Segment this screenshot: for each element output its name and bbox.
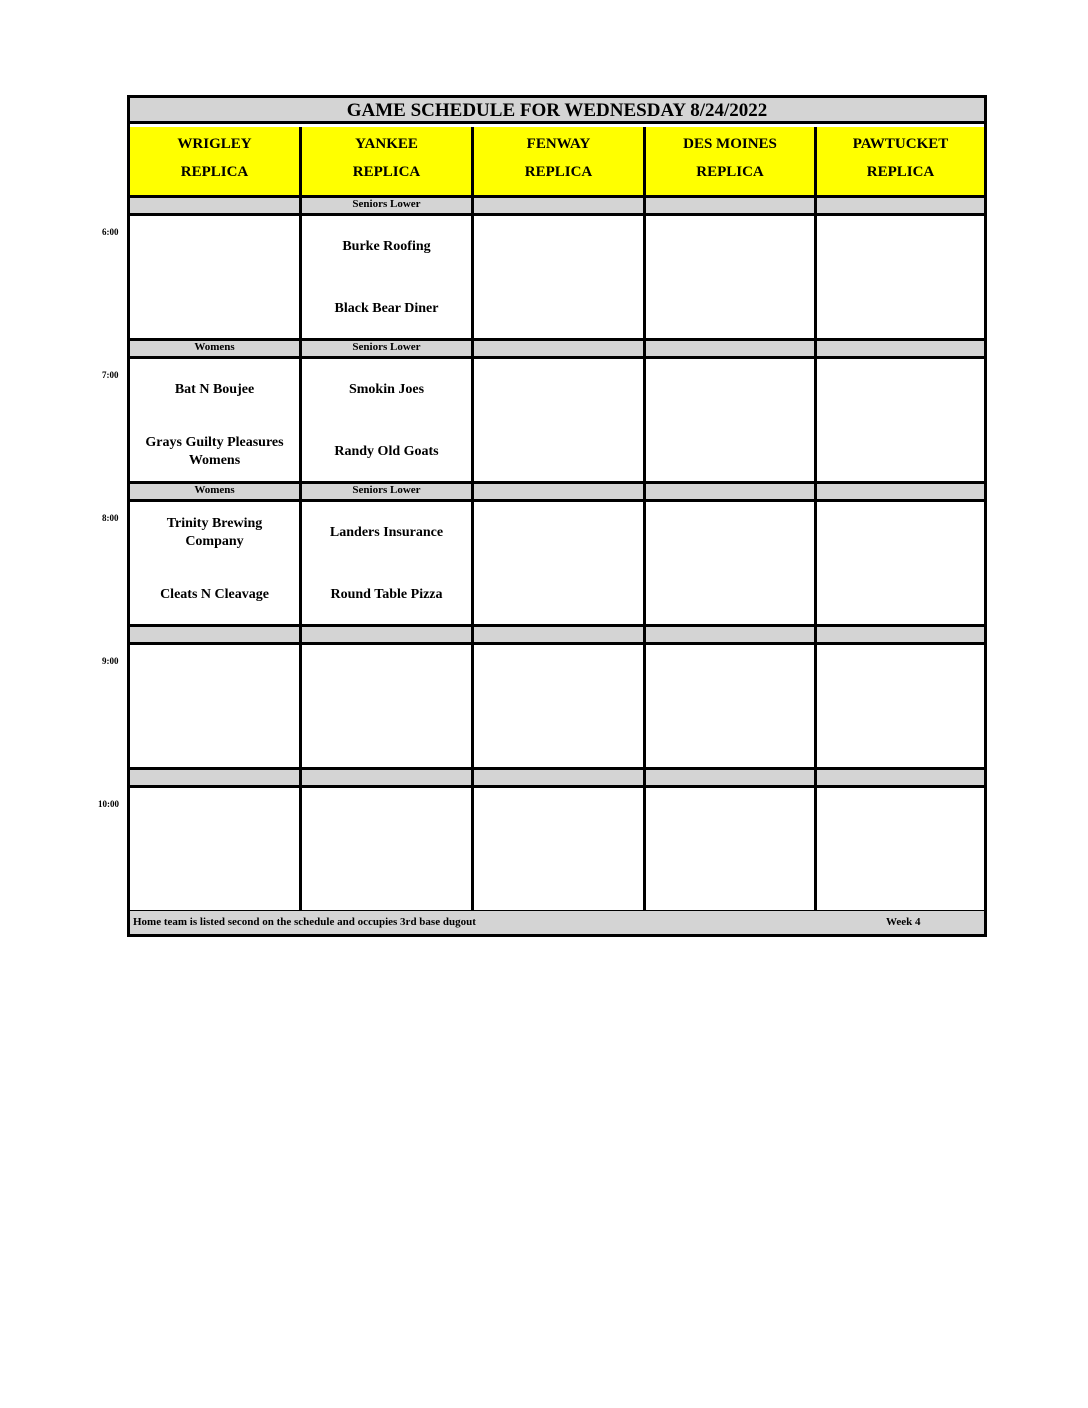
field-name: PAWTUCKET bbox=[852, 136, 949, 152]
game-cell bbox=[817, 216, 984, 341]
division-label bbox=[646, 770, 817, 788]
division-label bbox=[474, 770, 646, 788]
division-label bbox=[474, 198, 646, 216]
game-cell bbox=[646, 359, 817, 484]
field-subtitle: REPLICA bbox=[696, 164, 764, 180]
away-team: Bat N Boujee bbox=[174, 382, 255, 397]
game-cell bbox=[474, 645, 646, 770]
away-team bbox=[646, 359, 814, 421]
game-cell bbox=[817, 645, 984, 770]
division-label bbox=[646, 627, 817, 645]
away-team: Smokin Joes bbox=[348, 382, 425, 397]
away-team bbox=[817, 788, 984, 850]
game-cell bbox=[302, 788, 474, 913]
game-cell bbox=[646, 645, 817, 770]
away-team bbox=[817, 216, 984, 278]
field-header bbox=[817, 127, 984, 198]
division-label bbox=[302, 627, 474, 645]
time-label: 10:00 bbox=[98, 799, 119, 809]
game-cell bbox=[130, 645, 302, 770]
division-label bbox=[646, 484, 817, 502]
home-team bbox=[130, 707, 299, 769]
field-subtitle: REPLICA bbox=[524, 164, 593, 180]
division-label: Womens bbox=[130, 484, 302, 502]
away-team bbox=[474, 216, 643, 278]
home-team bbox=[130, 278, 299, 340]
away-team: Burke Roofing bbox=[342, 239, 431, 254]
game-cell bbox=[646, 788, 817, 913]
game-cell bbox=[130, 359, 302, 484]
home-team bbox=[302, 707, 471, 769]
home-team bbox=[817, 278, 984, 340]
division-label bbox=[474, 627, 646, 645]
time-label: 8:00 bbox=[102, 513, 119, 523]
home-team bbox=[817, 421, 984, 483]
division-label bbox=[130, 198, 302, 216]
home-team bbox=[302, 850, 471, 912]
home-team bbox=[474, 421, 643, 483]
home-team: Randy Old Goats bbox=[334, 444, 439, 459]
field-name: FENWAY bbox=[526, 136, 591, 152]
game-cell bbox=[302, 502, 474, 627]
division-label bbox=[817, 341, 984, 359]
field-header bbox=[130, 127, 302, 198]
game-cell bbox=[474, 502, 646, 627]
division-label bbox=[302, 770, 474, 788]
home-team bbox=[646, 278, 814, 340]
away-team bbox=[474, 502, 643, 564]
away-team bbox=[646, 645, 814, 707]
division-label bbox=[817, 484, 984, 502]
division-label bbox=[646, 341, 817, 359]
home-team bbox=[474, 850, 643, 912]
division-label bbox=[474, 341, 646, 359]
field-header bbox=[474, 127, 646, 198]
home-team bbox=[474, 564, 643, 626]
game-cell bbox=[646, 502, 817, 627]
division-label: Seniors Lower bbox=[302, 341, 474, 359]
week-label: Week 4 bbox=[886, 916, 921, 928]
away-team: Trinity Brewing Company bbox=[166, 516, 263, 549]
home-team bbox=[646, 421, 814, 483]
game-cell bbox=[817, 502, 984, 627]
game-cell bbox=[474, 216, 646, 341]
home-team-note: Home team is listed second on the schedule and occupies 3rd base dugout bbox=[133, 916, 476, 928]
field-name: DES MOINES bbox=[683, 136, 777, 152]
away-team bbox=[817, 645, 984, 707]
division-label bbox=[817, 770, 984, 788]
field-name: YANKEE bbox=[355, 136, 418, 152]
division-label bbox=[817, 627, 984, 645]
away-team: Landers Insurance bbox=[329, 525, 444, 540]
field-header bbox=[302, 127, 474, 198]
game-cell bbox=[646, 216, 817, 341]
away-team bbox=[302, 788, 471, 850]
field-subtitle: REPLICA bbox=[866, 164, 935, 180]
game-cell bbox=[130, 216, 302, 341]
schedule-title: GAME SCHEDULE FOR WEDNESDAY 8/24/2022 bbox=[130, 98, 984, 124]
away-team bbox=[474, 359, 643, 421]
home-team bbox=[817, 707, 984, 769]
game-cell bbox=[474, 788, 646, 913]
game-cell bbox=[302, 645, 474, 770]
field-name: WRIGLEY bbox=[177, 136, 252, 152]
home-team: Black Bear Diner bbox=[334, 301, 439, 316]
away-team bbox=[817, 502, 984, 564]
away-team bbox=[646, 788, 814, 850]
division-label: Womens bbox=[130, 341, 302, 359]
game-cell bbox=[817, 359, 984, 484]
away-team bbox=[474, 645, 643, 707]
home-team bbox=[646, 564, 814, 626]
game-cell bbox=[302, 216, 474, 341]
home-team bbox=[474, 278, 643, 340]
schedule-table bbox=[127, 95, 987, 937]
away-team bbox=[130, 788, 299, 850]
game-cell bbox=[130, 502, 302, 627]
game-cell bbox=[817, 788, 984, 913]
field-subtitle: REPLICA bbox=[352, 164, 421, 180]
game-cell bbox=[474, 359, 646, 484]
home-team: Round Table Pizza bbox=[330, 587, 443, 602]
away-team bbox=[646, 216, 814, 278]
division-label bbox=[817, 198, 984, 216]
game-cell bbox=[302, 359, 474, 484]
away-team bbox=[302, 645, 471, 707]
division-label: Seniors Lower bbox=[302, 198, 474, 216]
time-label: 9:00 bbox=[102, 656, 119, 666]
division-label bbox=[646, 198, 817, 216]
away-team bbox=[646, 502, 814, 564]
game-cell bbox=[130, 788, 302, 913]
division-label bbox=[474, 484, 646, 502]
time-label: 6:00 bbox=[102, 227, 119, 237]
home-team bbox=[817, 850, 984, 912]
home-team bbox=[130, 850, 299, 912]
home-team bbox=[474, 707, 643, 769]
field-subtitle: REPLICA bbox=[180, 164, 249, 180]
division-label bbox=[130, 627, 302, 645]
home-team: Grays Guilty Pleasures Womens bbox=[145, 435, 284, 468]
schedule-footer bbox=[130, 911, 984, 934]
division-label: Seniors Lower bbox=[302, 484, 474, 502]
home-team bbox=[646, 850, 814, 912]
away-team bbox=[474, 788, 643, 850]
away-team bbox=[817, 359, 984, 421]
away-team bbox=[130, 645, 299, 707]
home-team: Cleats N Cleavage bbox=[160, 587, 269, 602]
field-header bbox=[646, 127, 817, 198]
division-label bbox=[130, 770, 302, 788]
home-team bbox=[817, 564, 984, 626]
home-team bbox=[646, 707, 814, 769]
time-label: 7:00 bbox=[102, 370, 119, 380]
away-team bbox=[130, 216, 299, 278]
